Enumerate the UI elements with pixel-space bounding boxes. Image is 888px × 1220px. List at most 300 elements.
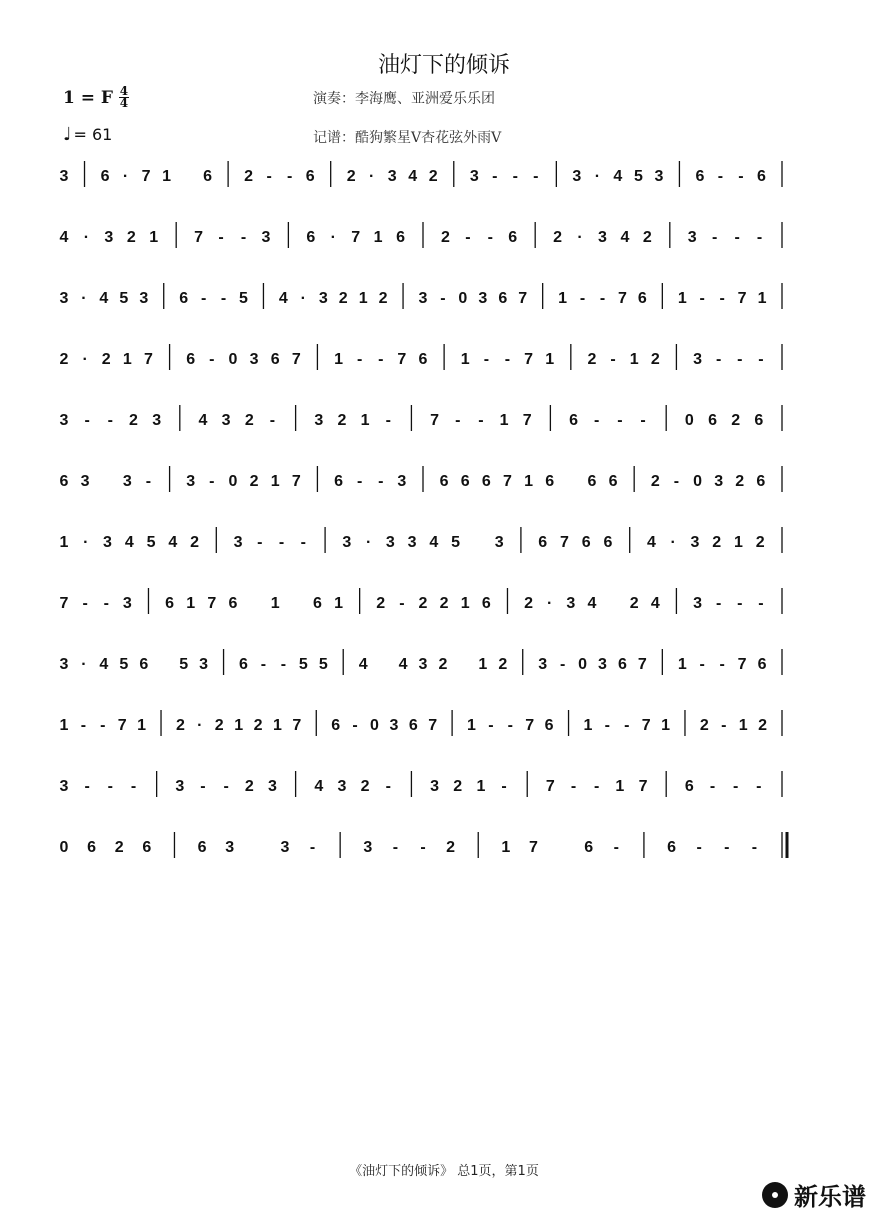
- extension-dash: -: [751, 839, 758, 856]
- note-number: 0: [578, 656, 588, 673]
- note-number: 7: [524, 351, 534, 368]
- note-number: 2: [629, 595, 639, 612]
- note-number: 4: [650, 595, 660, 612]
- note-number: 0: [693, 473, 702, 490]
- note-number: 3: [59, 168, 69, 185]
- extension-dash: -: [594, 412, 600, 429]
- note-number: 4: [124, 534, 134, 551]
- extension-dash: -: [712, 229, 718, 246]
- note-number: 1: [499, 412, 509, 429]
- note-number: 3: [280, 839, 290, 856]
- extension-dash: -: [737, 351, 743, 368]
- score-row: [60, 344, 782, 370]
- extension-dash: -: [356, 351, 363, 368]
- note-number: 2: [524, 595, 534, 612]
- extension-dash: -: [512, 168, 518, 185]
- note-number: 6: [754, 412, 764, 429]
- note-number: 2: [190, 534, 199, 551]
- note-number: 7: [529, 839, 538, 856]
- note-number: 1: [501, 839, 511, 856]
- note-number: 2: [418, 595, 428, 612]
- note-number: 7: [545, 778, 555, 795]
- note-number: 2: [59, 351, 69, 368]
- note-number: 2: [428, 168, 438, 185]
- note-number: 2: [249, 473, 259, 490]
- extension-dash: -: [378, 351, 384, 368]
- note-number: 6: [608, 473, 618, 490]
- note-number: 3: [103, 534, 112, 551]
- note-number: 6: [684, 778, 694, 795]
- key-signature: [63, 86, 129, 109]
- note-number: 1: [677, 656, 687, 673]
- extension-dash: -: [640, 412, 646, 429]
- note-number: 6: [545, 473, 555, 490]
- note-number: 1: [334, 351, 343, 368]
- note-number: ·: [81, 290, 87, 307]
- time-top: 4: [119, 84, 129, 98]
- page-footer: 《油灯下的倾诉》 总1页，第1页: [349, 1164, 539, 1179]
- extension-dash: -: [260, 656, 267, 673]
- extension-dash: -: [399, 595, 405, 612]
- note-number: 1: [734, 534, 743, 551]
- score-row: [60, 710, 782, 736]
- note-number: 3: [538, 656, 548, 673]
- note-number: 4: [198, 412, 208, 429]
- extension-dash: -: [719, 290, 725, 307]
- note-number: 7: [194, 229, 204, 246]
- note-number: 2: [439, 595, 449, 612]
- note-number: 3: [494, 534, 504, 551]
- note-number: 4: [59, 229, 69, 246]
- extension-dash: -: [385, 778, 391, 795]
- note-number: ·: [122, 168, 129, 185]
- note-number: 6: [481, 595, 491, 612]
- note-number: 1: [186, 595, 196, 612]
- score-row: [60, 405, 782, 431]
- extension-dash: -: [715, 595, 722, 612]
- note-number: 5: [318, 656, 328, 673]
- extension-dash: -: [200, 290, 207, 307]
- extension-dash: -: [501, 778, 507, 795]
- extension-dash: -: [309, 839, 316, 856]
- extension-dash: -: [223, 778, 229, 795]
- note-number: 7: [503, 473, 512, 490]
- note-number: ·: [82, 351, 88, 368]
- note-number: 3: [175, 778, 185, 795]
- note-number: 3: [389, 717, 399, 734]
- note-number: 2: [214, 717, 224, 734]
- note-number: 6: [197, 839, 207, 856]
- extension-dash: -: [455, 412, 461, 429]
- note-number: 7: [518, 290, 528, 307]
- extension-dash: -: [737, 595, 743, 612]
- extension-dash: -: [533, 168, 539, 185]
- note-number: 6: [439, 473, 449, 490]
- note-number: 4: [358, 656, 368, 673]
- extension-dash: -: [487, 229, 493, 246]
- tempo-marking: [63, 124, 112, 145]
- note-number: 3: [687, 229, 697, 246]
- note-number: 3: [478, 290, 488, 307]
- note-number: 3: [598, 656, 607, 673]
- note-number: 1: [59, 717, 69, 734]
- extension-dash: -: [392, 839, 399, 856]
- note-number: 1: [629, 351, 639, 368]
- note-number: 3: [233, 534, 243, 551]
- note-number: 6: [139, 656, 149, 673]
- extension-dash: -: [465, 229, 471, 246]
- extension-dash: -: [599, 290, 606, 307]
- note-number: 3: [267, 778, 277, 795]
- note-number: 7: [559, 534, 569, 551]
- note-number: 1: [137, 717, 147, 734]
- note-number: 2: [114, 839, 124, 856]
- note-number: 3: [397, 473, 407, 490]
- transcriber-credit: 记谱：酷狗繁星V杏花弦外雨V: [313, 130, 502, 146]
- extension-dash: -: [724, 839, 730, 856]
- note-number: 1: [149, 229, 159, 246]
- extension-dash: -: [300, 534, 306, 551]
- score-row: [60, 466, 782, 492]
- extension-dash: -: [699, 290, 705, 307]
- note-number: 3: [385, 534, 395, 551]
- note-number: 5: [239, 290, 248, 307]
- extension-dash: -: [721, 717, 727, 734]
- note-number: 6: [396, 229, 406, 246]
- note-number: 2: [731, 412, 741, 429]
- note-number: 1: [615, 778, 625, 795]
- note-number: 5: [146, 534, 156, 551]
- extension-dash: -: [717, 168, 724, 185]
- note-number: 4: [647, 534, 656, 551]
- extension-dash: -: [257, 534, 263, 551]
- note-number: 1: [334, 595, 343, 612]
- note-number: 2: [360, 778, 370, 795]
- extension-dash: -: [145, 473, 152, 490]
- record-disc-icon: [762, 1182, 788, 1208]
- note-number: 2: [129, 412, 138, 429]
- note-number: 0: [228, 351, 238, 368]
- note-number: 4: [398, 656, 408, 673]
- extension-dash: -: [719, 656, 725, 673]
- note-number: 6: [228, 595, 238, 612]
- note-number: 7: [351, 229, 361, 246]
- note-number: 6: [306, 229, 316, 246]
- note-number: 4: [587, 595, 597, 612]
- note-number: 7: [617, 290, 627, 307]
- note-number: 2: [642, 229, 652, 246]
- note-number: 3: [418, 290, 428, 307]
- note-number: 7: [292, 717, 302, 734]
- note-number: 1: [270, 595, 280, 612]
- extension-dash: -: [488, 717, 494, 734]
- extension-dash: -: [84, 778, 90, 795]
- note-number: 0: [228, 473, 238, 490]
- extension-dash: -: [385, 412, 391, 429]
- note-number: 6: [186, 351, 196, 368]
- note-number: 1: [738, 717, 748, 734]
- note-number: 3: [566, 595, 576, 612]
- note-number: ·: [197, 717, 203, 734]
- note-number: 1: [373, 229, 383, 246]
- extension-dash: -: [266, 168, 272, 185]
- note-number: 2: [244, 168, 254, 185]
- extension-dash: -: [733, 778, 739, 795]
- extension-dash: -: [594, 778, 600, 795]
- note-number: 2: [244, 778, 254, 795]
- note-number: 6: [617, 656, 627, 673]
- extension-dash: -: [483, 351, 490, 368]
- extension-dash: -: [715, 351, 722, 368]
- note-number: 5: [298, 656, 308, 673]
- note-number: 3: [221, 412, 231, 429]
- note-number: 7: [522, 412, 532, 429]
- note-number: 3: [186, 473, 196, 490]
- note-number: 7: [291, 473, 301, 490]
- note-number: 6: [59, 473, 69, 490]
- note-number: 4: [620, 229, 630, 246]
- score-row: [60, 649, 782, 675]
- note-number: 3: [139, 290, 149, 307]
- note-number: 1: [460, 595, 470, 612]
- note-number: ·: [594, 168, 601, 185]
- note-number: 3: [122, 595, 132, 612]
- note-number: 2: [446, 839, 456, 856]
- note-number: 0: [370, 717, 379, 734]
- note-number: 1: [358, 290, 368, 307]
- note-number: ·: [81, 656, 87, 673]
- extension-dash: -: [758, 351, 764, 368]
- note-number: 6: [270, 351, 280, 368]
- note-number: ·: [83, 229, 90, 246]
- note-number: 3: [318, 290, 328, 307]
- extension-dash: -: [738, 168, 744, 185]
- note-number: 6: [508, 229, 518, 246]
- note-number: 2: [553, 229, 563, 246]
- note-number: 2: [650, 473, 660, 490]
- extension-dash: -: [352, 717, 358, 734]
- note-number: 7: [207, 595, 217, 612]
- note-number: 6: [584, 839, 594, 856]
- note-number: 7: [641, 717, 651, 734]
- note-number: 4: [99, 656, 109, 673]
- note-number: 2: [440, 229, 450, 246]
- note-number: 1: [273, 717, 282, 734]
- note-number: 6: [165, 595, 175, 612]
- note-number: 4: [613, 168, 623, 185]
- note-number: 3: [407, 534, 417, 551]
- note-number: 2: [650, 351, 660, 368]
- note-number: 6: [312, 595, 322, 612]
- extension-dash: -: [492, 168, 498, 185]
- note-number: 2: [175, 717, 185, 734]
- note-number: 6: [100, 168, 110, 185]
- note-number: 2: [101, 351, 111, 368]
- note-number: 2: [346, 168, 356, 185]
- note-number: 1: [460, 351, 470, 368]
- extension-dash: -: [559, 656, 566, 673]
- extension-dash: -: [84, 412, 90, 429]
- note-number: 6: [581, 534, 591, 551]
- note-number: 7: [144, 351, 153, 368]
- note-number: 1: [122, 351, 132, 368]
- note-number: 7: [397, 351, 407, 368]
- note-number: 1: [661, 717, 671, 734]
- time-bottom: 4: [119, 96, 129, 110]
- score-row: [60, 527, 782, 553]
- extension-dash: -: [570, 778, 577, 795]
- extension-dash: -: [696, 839, 702, 856]
- note-number: 2: [712, 534, 722, 551]
- note-number: ·: [547, 595, 553, 612]
- extension-dash: -: [758, 595, 764, 612]
- note-number: 3: [59, 778, 69, 795]
- note-number: ·: [577, 229, 583, 246]
- extension-dash: -: [209, 351, 215, 368]
- extension-dash: -: [107, 778, 113, 795]
- extension-dash: -: [240, 229, 247, 246]
- extension-dash: -: [130, 778, 137, 795]
- extension-dash: -: [220, 290, 227, 307]
- note-number: 3: [249, 351, 259, 368]
- note-number: 0: [59, 839, 69, 856]
- note-number: 1: [360, 412, 370, 429]
- note-number: 6: [695, 168, 705, 185]
- extension-dash: -: [613, 839, 619, 856]
- note-number: 3: [598, 229, 607, 246]
- performer-credit: 演奏：李海鹰、亚洲爱乐乐团: [313, 91, 495, 107]
- extension-dash: -: [709, 778, 716, 795]
- note-number: 3: [199, 656, 209, 673]
- note-number: 7: [637, 656, 647, 673]
- extension-dash: -: [82, 595, 88, 612]
- note-number: 3: [104, 229, 114, 246]
- note-number: 6: [708, 412, 717, 429]
- note-number: 6: [179, 290, 189, 307]
- extension-dash: -: [504, 351, 511, 368]
- note-number: 3: [690, 534, 700, 551]
- note-number: ·: [83, 534, 89, 551]
- extension-dash: -: [378, 473, 384, 490]
- note-number: ·: [369, 168, 375, 185]
- note-number: 3: [59, 656, 69, 673]
- note-number: 1: [467, 717, 476, 734]
- logo-text: 新乐谱: [794, 1183, 866, 1211]
- extension-dash: -: [209, 473, 215, 490]
- note-number: 7: [141, 168, 151, 185]
- note-number: 1: [545, 351, 555, 368]
- note-number: ·: [330, 229, 336, 246]
- note-number: 6: [481, 473, 491, 490]
- note-number: 2: [376, 595, 386, 612]
- note-number: 6: [142, 839, 152, 856]
- note-number: 3: [342, 534, 352, 551]
- note-number: 4: [99, 290, 109, 307]
- note-number: 6: [418, 351, 428, 368]
- extension-dash: -: [80, 717, 87, 734]
- note-number: 7: [117, 717, 127, 734]
- note-number: 4: [314, 778, 324, 795]
- note-number: 1: [478, 656, 488, 673]
- note-number: 2: [438, 656, 448, 673]
- extension-dash: -: [699, 656, 705, 673]
- note-number: 2: [338, 290, 348, 307]
- note-number: 1: [162, 168, 172, 185]
- note-number: 6: [569, 412, 579, 429]
- note-number: 3: [261, 229, 271, 246]
- note-number: 5: [451, 534, 461, 551]
- note-number: 6: [757, 656, 767, 673]
- extension-dash: -: [107, 412, 113, 429]
- note-number: 4: [278, 290, 288, 307]
- note-number: 7: [428, 717, 438, 734]
- note-number: 4: [429, 534, 439, 551]
- note-number: 6: [498, 290, 508, 307]
- extension-dash: -: [100, 717, 106, 734]
- extension-dash: -: [440, 290, 446, 307]
- extension-dash: -: [756, 778, 762, 795]
- note-number: 6: [87, 839, 97, 856]
- note-number: 1: [583, 717, 593, 734]
- note-number: 6: [538, 534, 548, 551]
- extension-dash: -: [624, 717, 630, 734]
- extension-dash: -: [286, 168, 293, 185]
- extension-dash: -: [673, 473, 680, 490]
- site-logo[interactable]: [762, 1177, 866, 1212]
- note-number: 5: [119, 656, 129, 673]
- note-number: 3: [693, 351, 702, 368]
- extension-dash: -: [579, 290, 586, 307]
- note-number: 3: [572, 168, 582, 185]
- note-number: 6: [334, 473, 343, 490]
- note-number: 6: [239, 656, 248, 673]
- note-number: 3: [693, 595, 702, 612]
- key-label: 1 = F: [63, 87, 113, 108]
- note-number: 3: [714, 473, 724, 490]
- note-number: 1: [558, 290, 568, 307]
- score-row: [60, 832, 787, 858]
- note-number: ·: [670, 534, 676, 551]
- note-number: 3: [430, 778, 440, 795]
- score-row: [60, 161, 782, 187]
- note-number: ·: [365, 534, 372, 551]
- note-number: 2: [735, 473, 745, 490]
- tempo-value: = 61: [73, 125, 113, 144]
- note-number: 2: [126, 229, 136, 246]
- extension-dash: -: [103, 595, 109, 612]
- note-number: 6: [587, 473, 597, 490]
- note-number: 3: [387, 168, 397, 185]
- note-number: 5: [633, 168, 643, 185]
- note-number: 4: [168, 534, 178, 551]
- note-number: 1: [476, 778, 486, 795]
- extension-dash: -: [278, 534, 285, 551]
- note-number: ·: [300, 290, 306, 307]
- time-signature: [119, 86, 129, 109]
- extension-dash: -: [610, 351, 616, 368]
- note-number: 3: [59, 290, 69, 307]
- note-number: 6: [305, 168, 315, 185]
- note-number: 7: [291, 351, 301, 368]
- note-number: 3: [152, 412, 162, 429]
- note-number: 2: [378, 290, 388, 307]
- score-row: [60, 771, 782, 797]
- note-number: 7: [737, 290, 747, 307]
- extension-dash: -: [200, 778, 206, 795]
- note-number: 0: [458, 290, 468, 307]
- extension-dash: -: [604, 717, 611, 734]
- note-number: 6: [637, 290, 647, 307]
